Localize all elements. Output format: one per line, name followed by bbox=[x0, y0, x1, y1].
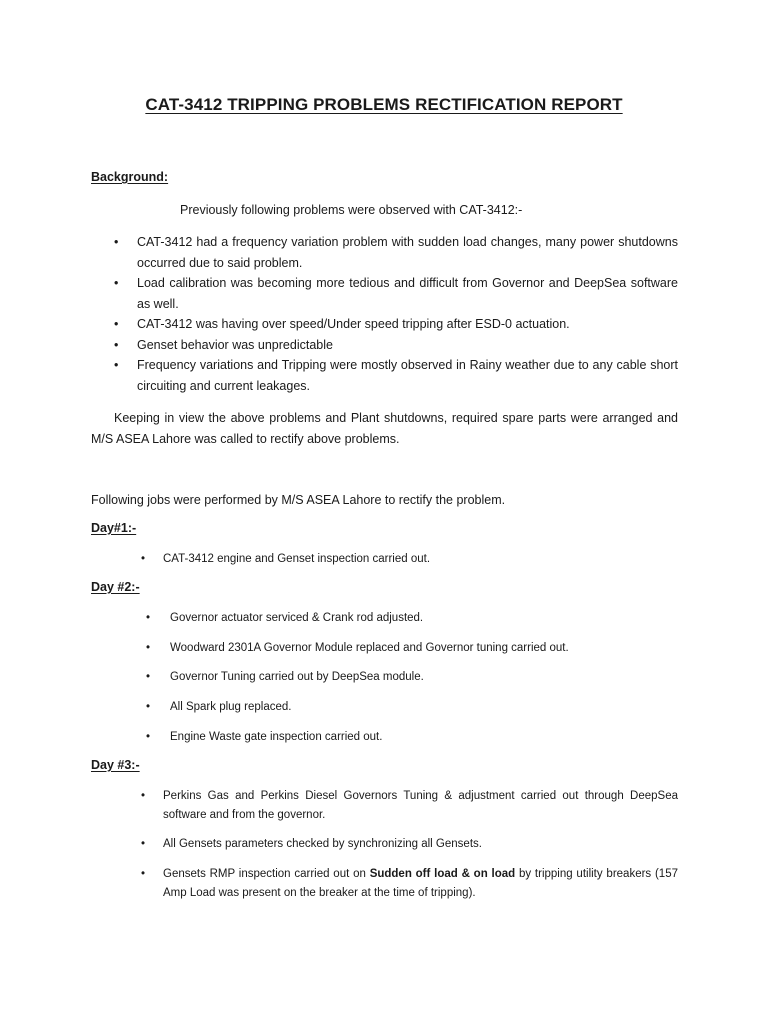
list-item-text: CAT-3412 had a frequency variation problem with sudden load changes, many power shutdowns occurred due to said problem. bbox=[137, 235, 678, 270]
bullet-icon: • bbox=[114, 276, 119, 290]
list-item-text bbox=[163, 865, 678, 903]
list-item bbox=[114, 232, 678, 273]
background-heading: Background: bbox=[91, 170, 169, 184]
bullet-icon: • bbox=[146, 642, 151, 654]
list-item-text: All Spark plug replaced. bbox=[170, 701, 292, 713]
report-title: CAT-3412 TRIPPING PROBLEMS RECTIFICATION REPORT bbox=[145, 95, 623, 114]
day2-heading: Day #2:- bbox=[91, 580, 140, 594]
bullet-icon: • bbox=[114, 337, 119, 352]
day3-heading: Day #3:- bbox=[91, 758, 140, 772]
bullet-icon: • bbox=[141, 790, 146, 802]
problem-list bbox=[114, 232, 678, 396]
bullet-icon: • bbox=[114, 317, 119, 331]
bullet-icon: • bbox=[141, 868, 146, 880]
day1-heading: Day#1:- bbox=[91, 521, 137, 535]
bullet-icon: • bbox=[114, 358, 119, 372]
list-item-text: All Gensets parameters checked by synchronizing all Gensets. bbox=[163, 838, 482, 850]
list-item-text: Frequency variations and Tripping were mostly observed in Rainy weather due to any cable short circuiting and current leakages. bbox=[137, 358, 678, 393]
list-item bbox=[114, 314, 678, 335]
jobs-intro: Following jobs were performed by M/S ASEA Lahore to rectify the problem. bbox=[91, 493, 506, 507]
list-item-text: CAT-3412 engine and Genset inspection carried out. bbox=[163, 553, 431, 565]
summary-paragraph: Keeping in view the above problems and Plant shutdowns, required spare parts were arranged and M/S ASEA Lahore was called to rectify above problems. bbox=[91, 411, 678, 446]
bullet-icon: • bbox=[146, 612, 151, 624]
rmp-text-end: by tripping utility breakers (157 Amp Load was present on the breaker at the time of tripping). bbox=[163, 868, 678, 899]
bullet-icon: • bbox=[146, 731, 151, 743]
rmp-emphasis: Sudden off load & on load bbox=[369, 868, 516, 880]
list-item-text: Load calibration was becoming more tedious and difficult from Governor and DeepSea software as well. bbox=[137, 276, 678, 311]
bullet-icon: • bbox=[146, 671, 151, 683]
bullet-icon: • bbox=[141, 553, 146, 565]
bullet-icon: • bbox=[146, 701, 151, 713]
list-item bbox=[114, 335, 678, 356]
list-item-text: Genset behavior was unpredictable bbox=[137, 337, 333, 352]
list-item-text: Woodward 2301A Governor Module replaced and Governor tuning carried out. bbox=[170, 642, 569, 654]
list-item-text: Governor actuator serviced & Crank rod adjusted. bbox=[170, 612, 424, 624]
list-item-text: CAT-3412 was having over speed/Under speed tripping after ESD-0 actuation. bbox=[137, 317, 570, 331]
list-item-text: Perkins Gas and Perkins Diesel Governors Tuning & adjustment carried out through DeepSea software and from the governor. bbox=[163, 790, 678, 821]
bullet-icon: • bbox=[114, 235, 119, 249]
rmp-text-start: Gensets RMP inspection carried out on bbox=[163, 868, 370, 880]
list-item-text: Engine Waste gate inspection carried out. bbox=[170, 731, 383, 743]
list-item bbox=[114, 355, 678, 396]
background-intro: Previously following problems were observed with CAT-3412:- bbox=[180, 203, 523, 217]
bullet-icon: • bbox=[141, 838, 146, 850]
list-item-text: Governor Tuning carried out by DeepSea module. bbox=[170, 671, 424, 683]
list-item bbox=[114, 273, 678, 314]
